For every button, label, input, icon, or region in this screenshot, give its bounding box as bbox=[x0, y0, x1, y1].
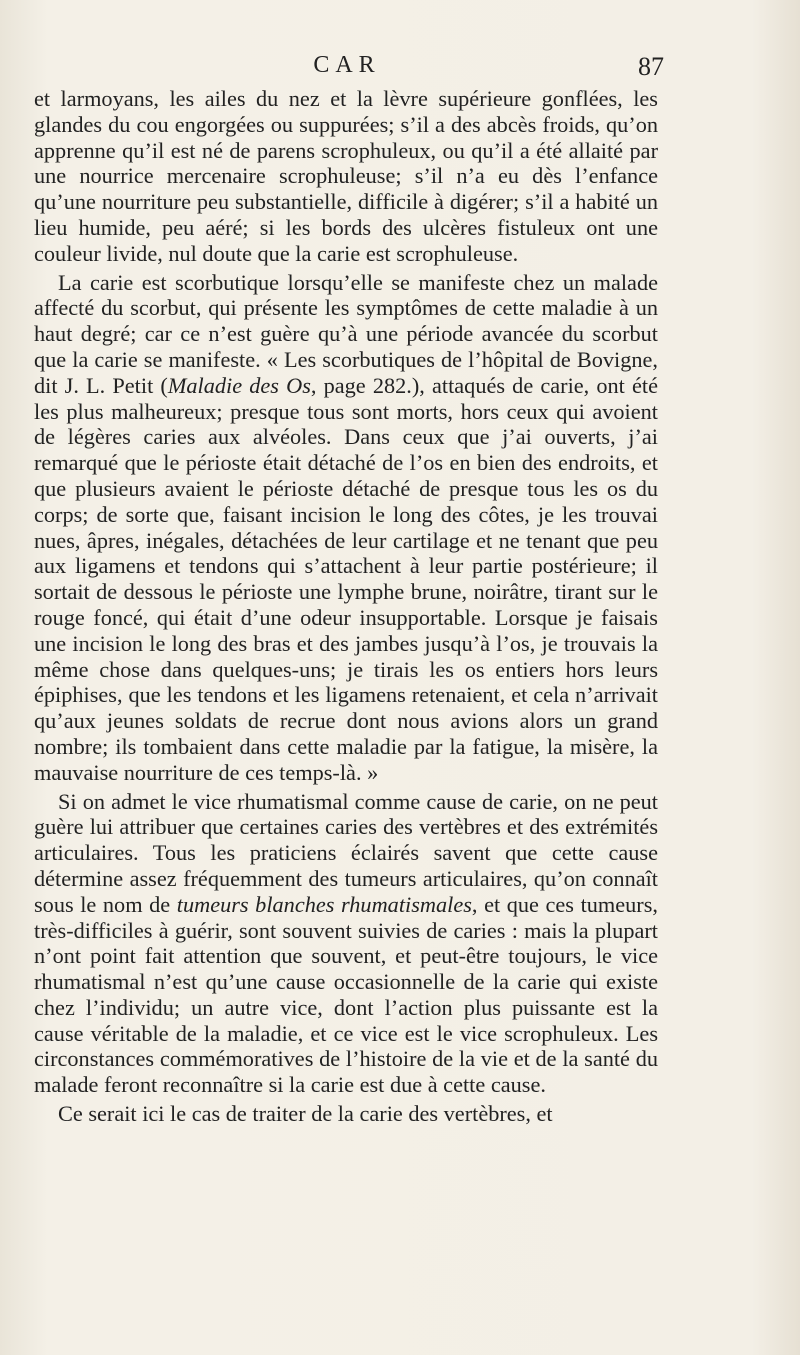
body-text bbox=[34, 86, 658, 1127]
paragraph-scrophuleuse-signs bbox=[34, 86, 658, 267]
paragraph-carie-vertebres bbox=[34, 1101, 658, 1127]
paragraph-vice-rhumatismal bbox=[34, 789, 658, 1099]
text-segment: Ce serait ici le cas de traiter de la carie des vertèbres, et bbox=[58, 1101, 553, 1127]
page-number: 87 bbox=[638, 52, 664, 81]
text-segment: et larmoyans, les ailes du nez et la lèvre supérieure gonflées, les glandes du cou engorgées ou suppurées; s’il a des abcès froids, qu’on apprenne qu’il est né de parens scrophuleux, ou qu’il a été allaité par une nourrice mercenaire scrophuleuse; s’il n’a eu dès l’enfance qu’une nourriture peu substantielle, difficile à digérer; s’il a habité un lieu humide, peu aéré; si les bords des ulcères fistuleux ont une couleur livide, nul doute que la carie est scrophuleuse. bbox=[34, 86, 658, 266]
italic-book-title: Maladie des Os bbox=[167, 372, 311, 398]
text-segment: , et que ces tumeurs, très-difficiles à guérir, sont souvent suivies de caries : mais la plupart n’ont point fait attention que souvent, et peut-être toujours, le vice rhumatismal n’est qu’une cause occasionnelle de la carie qui existe chez l’individu; un autre vice, dont l’action plus puissante est la cause véritable de la maladie, et ce vice est le vice scrophuleux. Les circonstances commémoratives de l’histoire de la vie et de la santé du malade feront reconnaître si la carie est due à cette cause. bbox=[34, 891, 658, 1098]
running-head: CAR bbox=[313, 52, 381, 78]
text-segment: , page 282.), attaqués de carie, ont été les plus malheureux; presque tous sont morts, hors ceux qui avoient de légères caries aux alvéoles. Dans ceux que j’ai ouverts, j’ai remarqué que le périoste était détaché de l’os en bien des endroits, et que plusieurs avaient le périoste détaché de presque tous les os du corps; de sorte que, faisant incision le long des côtes, je les trouvai nues, âpres, inégales, détachées de leur cartilage et ne tenant que peu aux ligamens et tendons qui s’attachent à leur partie postérieure; il sortait de dessous le périoste une lymphe brune, noirâtre, tirant sur le rouge foncé, qui était d’une odeur insupportable. Lorsque je faisais une incision le long des bras et des jambes jusqu’à l’os, je trouvais la même chose dans quelques-uns; je tirais les os entiers hors leurs épiphises, que les tendons et les ligamens retenaient, et cela n’arrivait qu’aux jeunes soldats de recrue dont nous avions alors un grand nombre; ils tombaient dans cette maladie par la fatigue, la misère, la mauvaise nourriture de ces temps-là. » bbox=[34, 372, 658, 785]
text-segment: Si on admet le vice rhumatismal comme cause de carie, on ne peut guère lui attribuer que certaines caries des vertèbres et des extrémités articulaires. Tous les praticiens éclairés savent que cette cause détermine assez fréquemment des tumeurs articulaires, qu’on connaît sous le nom de bbox=[34, 788, 658, 917]
paragraph-carie-scorbutique bbox=[34, 270, 658, 786]
italic-term: tumeurs blanches rhumatismales bbox=[176, 891, 472, 917]
page-header bbox=[30, 52, 664, 86]
text-segment: La carie est scorbutique lorsqu’elle se manifeste chez un malade affecté du scorbut, qui présente les symptômes de cette maladie à un haut degré; car ce n’est guère qu’à une période avancée du scorbut que la carie se manifeste. « Les scorbutiques de l’hôpital de Bovigne, dit J. L. Petit ( bbox=[34, 269, 658, 398]
